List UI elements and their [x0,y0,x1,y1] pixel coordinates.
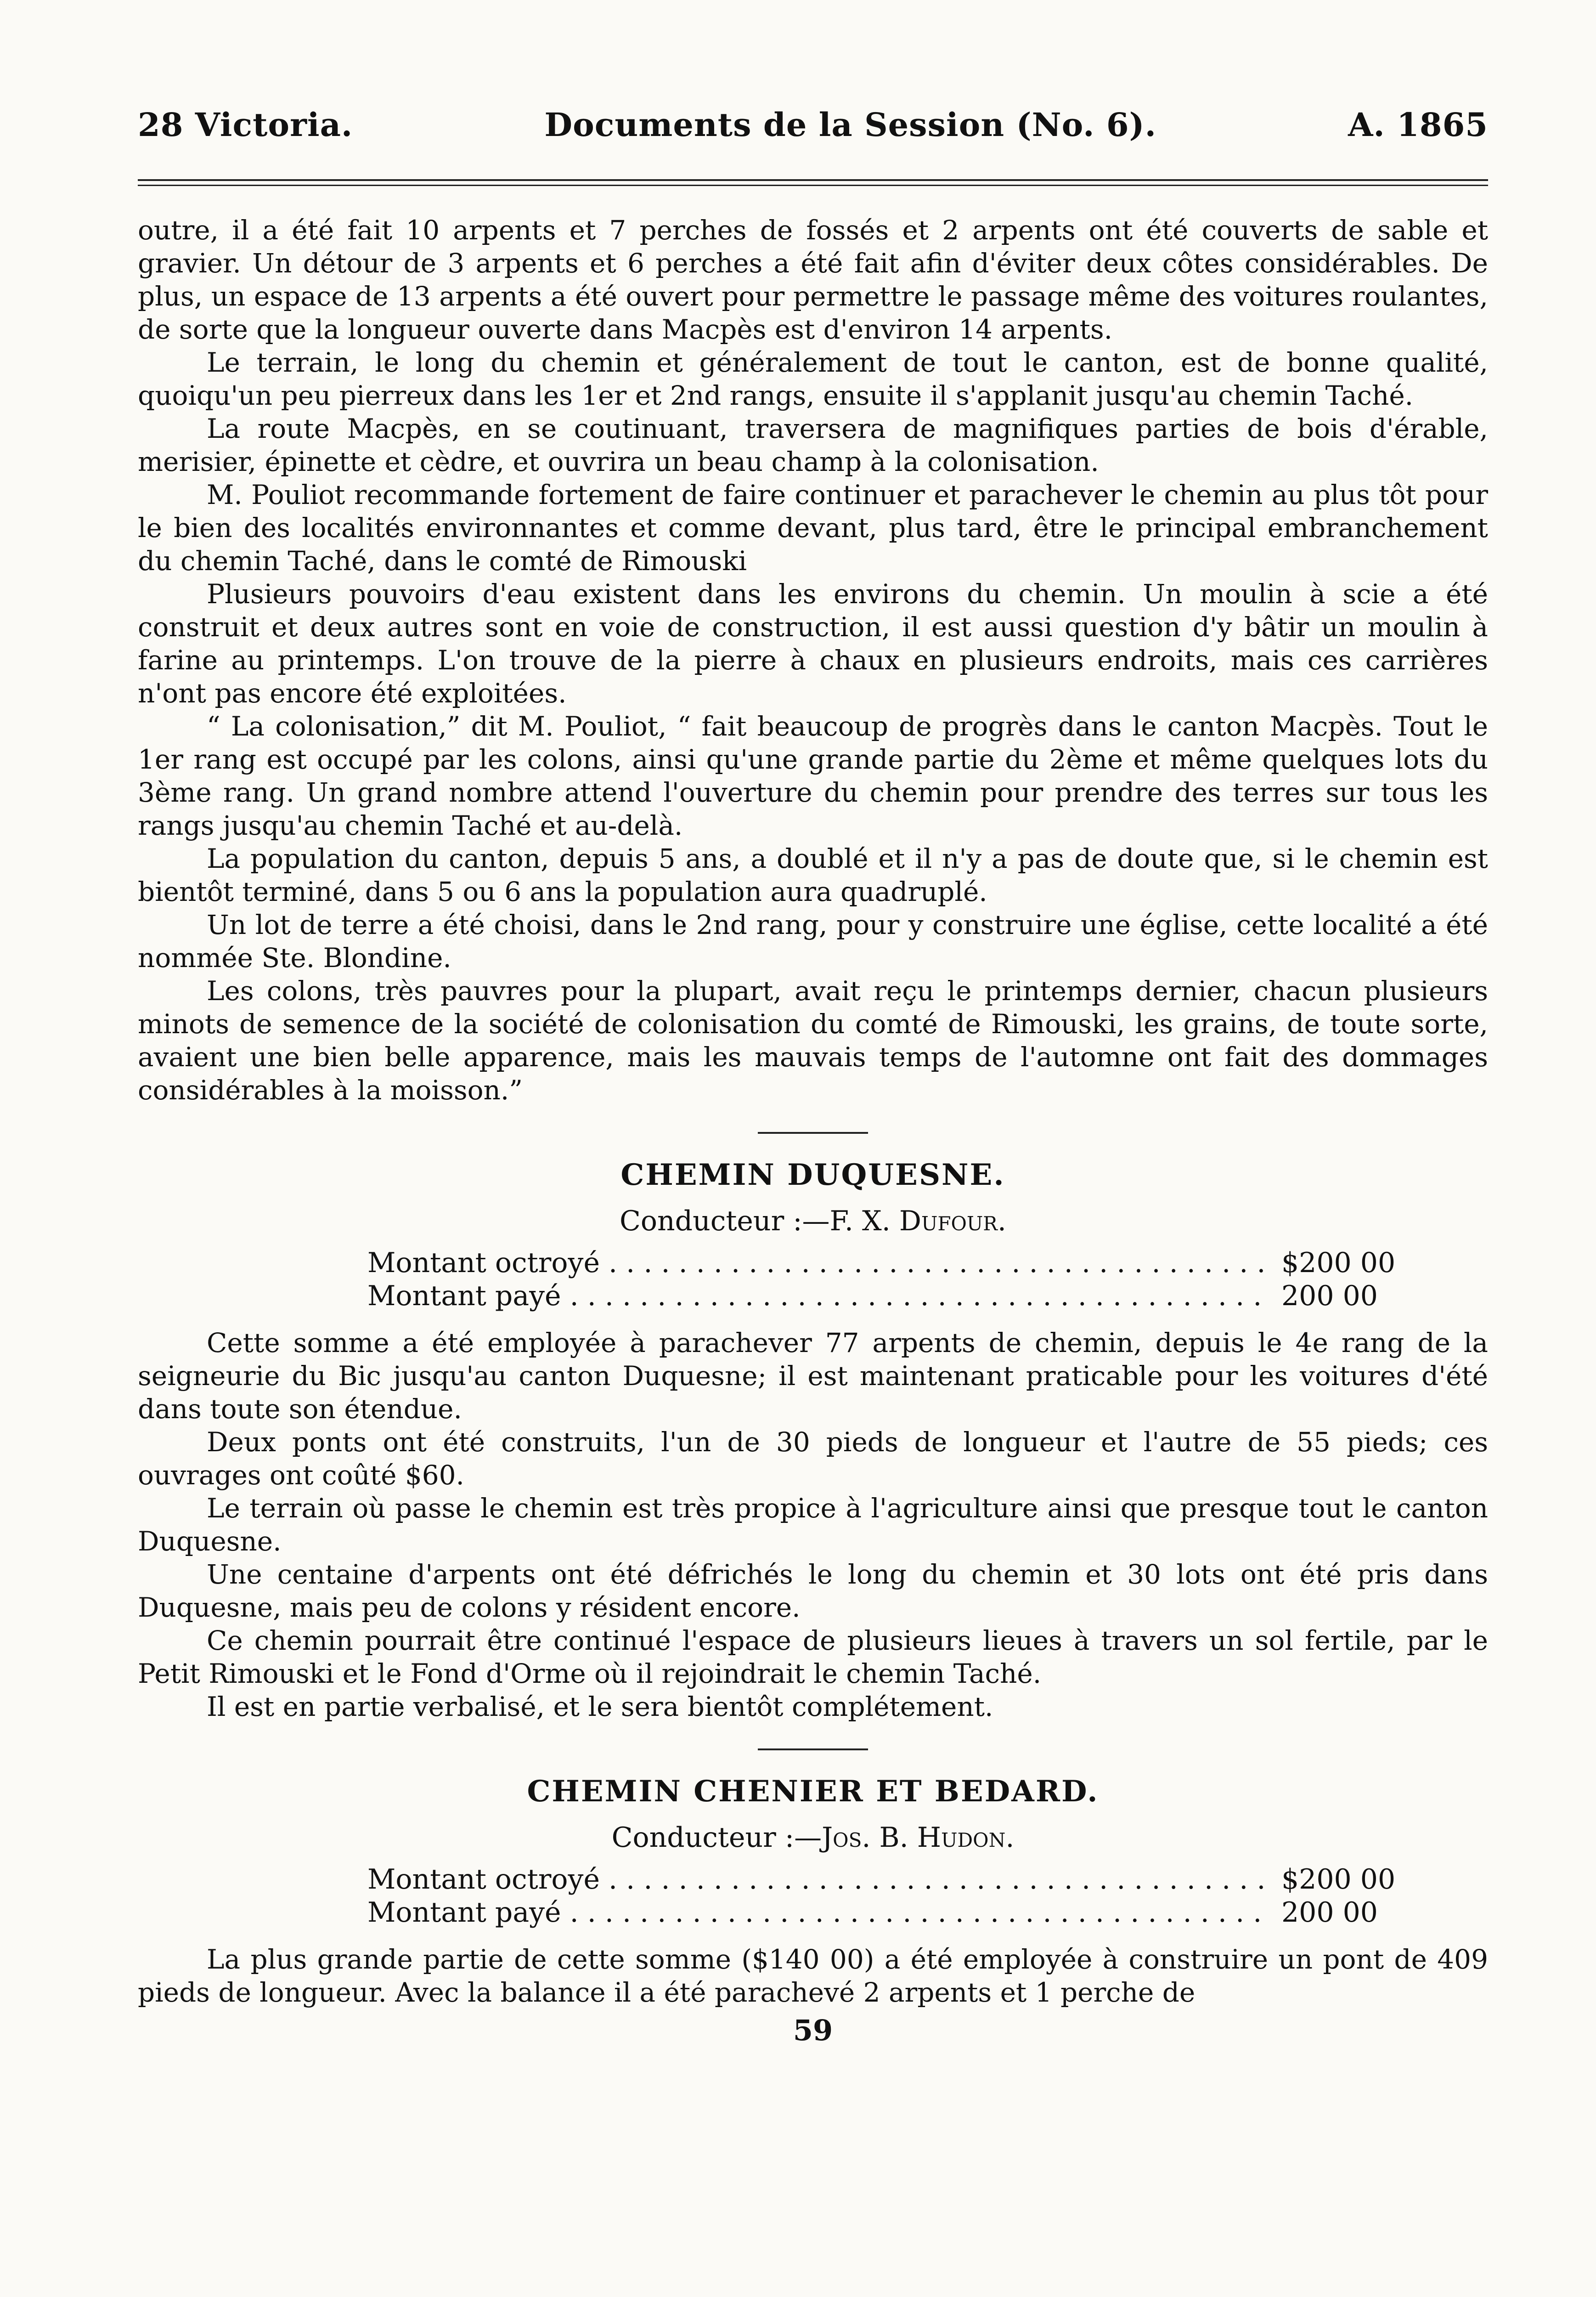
conductor-line [138,1817,1488,1858]
intro-text [138,214,1488,1107]
amount-row-paid [138,1896,1488,1929]
section-divider [758,1132,868,1134]
amount-value: 200 00 [1277,1896,1378,1929]
section-text [138,1326,1488,1723]
paragraph: Deux ponts ont été construits, l'un de 30 pieds de longueur et l'autre de 55 pieds; ces ouvrages ont coûté $60. [138,1426,1488,1491]
paragraph: Plusieurs pouvoirs d'eau existent dans les environs du chemin. Un moulin à scie a été construit et deux autres sont en voie de construction, il est aussi question d'y bâtir un moulin à farine au printemps. L'on trouve de la pierre à chaux en plusieurs endroits, mais ces carrières n'ont pas encore été exploitées. [138,578,1488,709]
amount-row-paid [138,1279,1488,1313]
conductor-name: F. X. Dufour. [829,1205,1007,1237]
paragraph: La plus grande partie de cette somme ($140 00) a été employée à construire un pont de 409 pieds de longueur. Avec la balance il a été parachevé 2 arpents et 1 perche de [138,1944,1488,2008]
conductor-name: Jos. B. Hudon. [822,1822,1015,1854]
amounts-table [138,1863,1488,1929]
paragraph: M. Pouliot recommande fortement de faire continuer et parachever le chemin au plus tôt pour le bien des localités environnantes et comme devant, plus tard, être le principal embranchement du chemin Taché, dans le comté de Rimouski [138,479,1488,577]
amount-label: Montant payé . . . [367,1279,1268,1313]
amount-row-granted [138,1246,1488,1279]
header-right: A. 1865 [1348,106,1488,144]
amount-label: Montant octroyé . . . [367,1246,1268,1279]
paragraph: outre, il a été fait 10 arpents et 7 perches de fossés et 2 arpents ont été couverts de sable et gravier. Un détour de 3 arpents et 6 perches a été fait afin d'éviter deux côtes considérables. De plus, un espace de 13 arpents a été ouvert pour permettre le passage même des voitures roulantes, de sorte que la longueur ouverte dans Macpès est d'environ 14 arpents. [138,215,1488,345]
paragraph: Il est en partie verbalisé, et le sera bientôt complétement. [207,1691,993,1722]
section-chemin-duquesne [138,1154,1488,1723]
header-center: Documents de la Session (No. 6). [544,106,1157,144]
conductor-line [138,1200,1488,1242]
amount-value: $200 00 [1277,1246,1395,1279]
paragraph: Une centaine d'arpents ont été défrichés le long du chemin et 30 lots ont été pris dans Duquesne, mais peu de colons y résident encore. [138,1559,1488,1623]
header-rule [138,179,1488,186]
section-chemin-chenier-bedard [138,1771,1488,2009]
paragraph: Le terrain où passe le chemin est très propice à l'agriculture ainsi que presque tout le canton Duquesne. [138,1493,1488,1557]
paragraph: Les colons, très pauvres pour la plupart, avait reçu le printemps dernier, chacun plusieurs minots de semence de la société de colonisation du comté de Rimouski, les grains, de toute sorte, avaient une bien belle apparence, mais les mauvais temps de l'automne ont fait des dommages considérables à la moisson.” [138,975,1488,1106]
section-divider [758,1748,868,1750]
amount-value: $200 00 [1277,1863,1395,1896]
section-text [138,1943,1488,2009]
paragraph: La route Macpès, en se coutinuant, traversera de magnifiques parties de bois d'érable, merisier, épinette et cèdre, et ouvrira un beau champ à la colonisation. [138,413,1488,477]
amounts-table [138,1246,1488,1313]
amount-row-granted [138,1863,1488,1896]
page-number: 59 [793,2014,833,2047]
amount-label: Montant payé . . . [367,1896,1268,1929]
conductor-prefix: Conducteur :— [619,1205,830,1237]
paragraph: “ La colonisation,” dit M. Pouliot, “ fait beaucoup de progrès dans le canton Macpès. Tout le 1er rang est occupé par les colons, ainsi qu'une grande partie du 2ème et même quelques lots du 3ème rang. Un grand nombre attend l'ouverture du chemin pour prendre des terres sur tous les rangs jusqu'au chemin Taché et au-delà. [138,711,1488,841]
amount-value: 200 00 [1277,1279,1378,1313]
amount-label: Montant octroyé . . . [367,1863,1268,1896]
paragraph: Un lot de terre a été choisi, dans le 2nd rang, pour y construire une église, cette localité a été nommée Ste. Blondine. [138,909,1488,973]
paragraph: Cette somme a été employée à parachever 77 arpents de chemin, depuis le 4e rang de la seigneurie du Bic jusqu'au canton Duquesne; il est maintenant praticable pour les voitures d'été dans toute son étendue. [138,1327,1488,1425]
section-title: CHEMIN CHENIER ET BEDARD. [527,1774,1099,1809]
paragraph: Le terrain, le long du chemin et généralement de tout le canton, est de bonne qualité, quoiqu'un peu pierreux dans les 1er et 2nd rangs, ensuite il s'applanit jusqu'au chemin Taché. [138,347,1488,411]
header-left: 28 Victoria. [138,106,353,144]
paragraph: La population du canton, depuis 5 ans, a doublé et il n'y a pas de doute que, si le chemin est bientôt terminé, dans 5 ou 6 ans la population aura quadruplé. [138,843,1488,907]
running-header [138,106,1488,152]
section-title: CHEMIN DUQUESNE. [620,1158,1005,1192]
document-page [138,106,1488,2047]
conductor-prefix: Conducteur :— [611,1822,822,1854]
paragraph: Ce chemin pourrait être continué l'espace de plusieurs lieues à travers un sol fertile, par le Petit Rimouski et le Fond d'Orme où il rejoindrait le chemin Taché. [138,1625,1488,1689]
